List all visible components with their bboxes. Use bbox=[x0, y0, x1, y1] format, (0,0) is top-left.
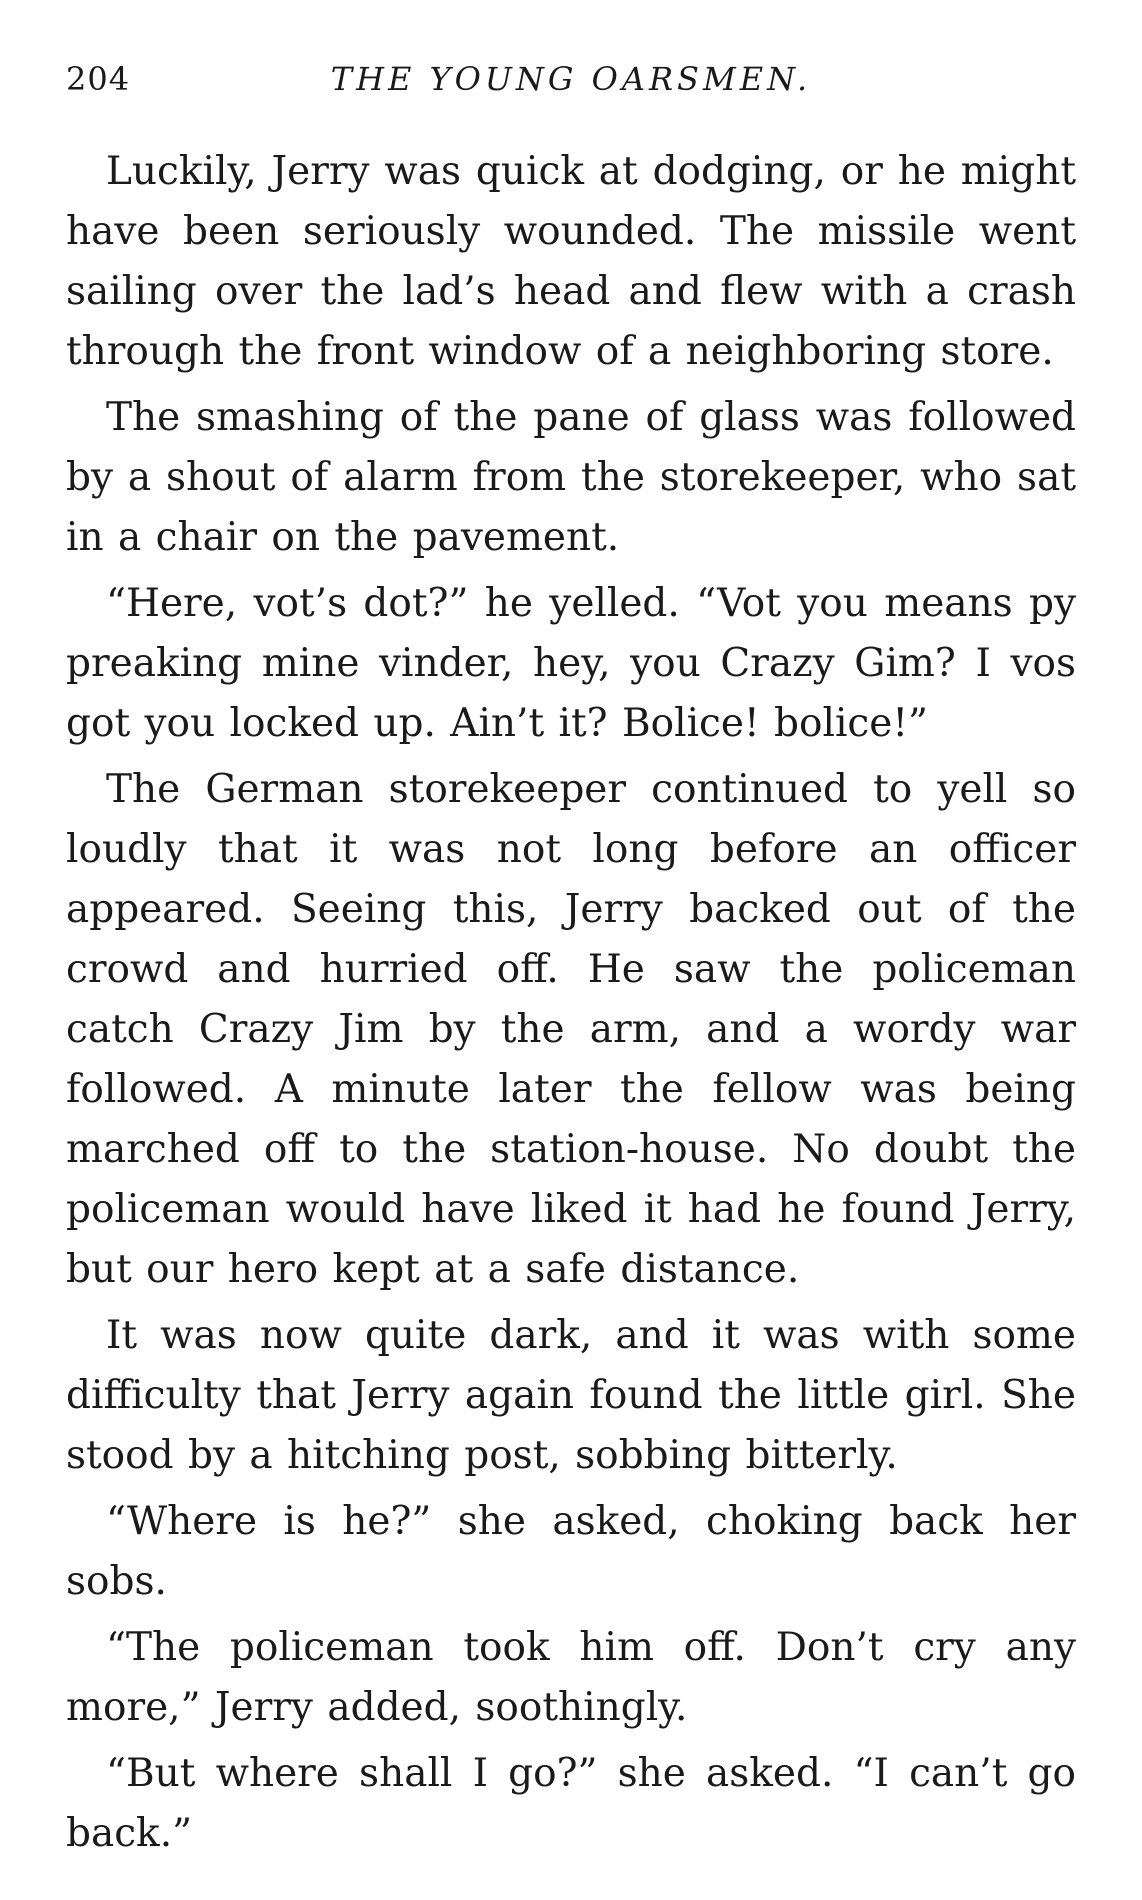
paragraph-3: “Here, vot’s dot?” he yelled. “Vot you means py preaking mine vinder, hey, you Crazy Gim? I vos got you locked up. Ain’t it? Bolice! bolice!” bbox=[66, 581, 1076, 746]
body-text bbox=[66, 142, 1076, 1868]
paragraph-4: The German storekeeper continued to yell so loudly that it was not long before an officer appeared. Seeing this, Jerry backed out of the crowd and hurried off. He saw the policeman catch Crazy Jim by the arm, and a wordy war followed. A minute later the fellow was being marched off to the station-house. No doubt the policeman would have liked it had he found Jerry, but our hero kept at a safe distance. bbox=[66, 767, 1076, 1292]
paragraph-2: The smashing of the pane of glass was followed by a shout of alarm from the storekeeper, who sat in a chair on the pavement. bbox=[66, 395, 1076, 560]
page-header bbox=[66, 60, 1076, 110]
paragraph-8: “But where shall I go?” she asked. “I can’t go back.” bbox=[66, 1751, 1076, 1856]
paragraph-6: “Where is he?” she asked, choking back her sobs. bbox=[66, 1499, 1076, 1604]
paragraph-5: It was now quite dark, and it was with some difficulty that Jerry again found the little girl. She stood by a hitching post, sobbing bitterly. bbox=[66, 1313, 1076, 1478]
paragraph-7: “The policeman took him off. Don’t cry any more,” Jerry added, soothingly. bbox=[66, 1625, 1076, 1730]
running-title: THE YOUNG OARSMEN. bbox=[330, 60, 812, 98]
paragraph-1: Luckily, Jerry was quick at dodging, or he might have been seriously wounded. The missile went sailing over the lad’s head and flew with a crash through the front window of a neighboring store. bbox=[66, 149, 1076, 374]
page-number: 204 bbox=[66, 60, 131, 98]
